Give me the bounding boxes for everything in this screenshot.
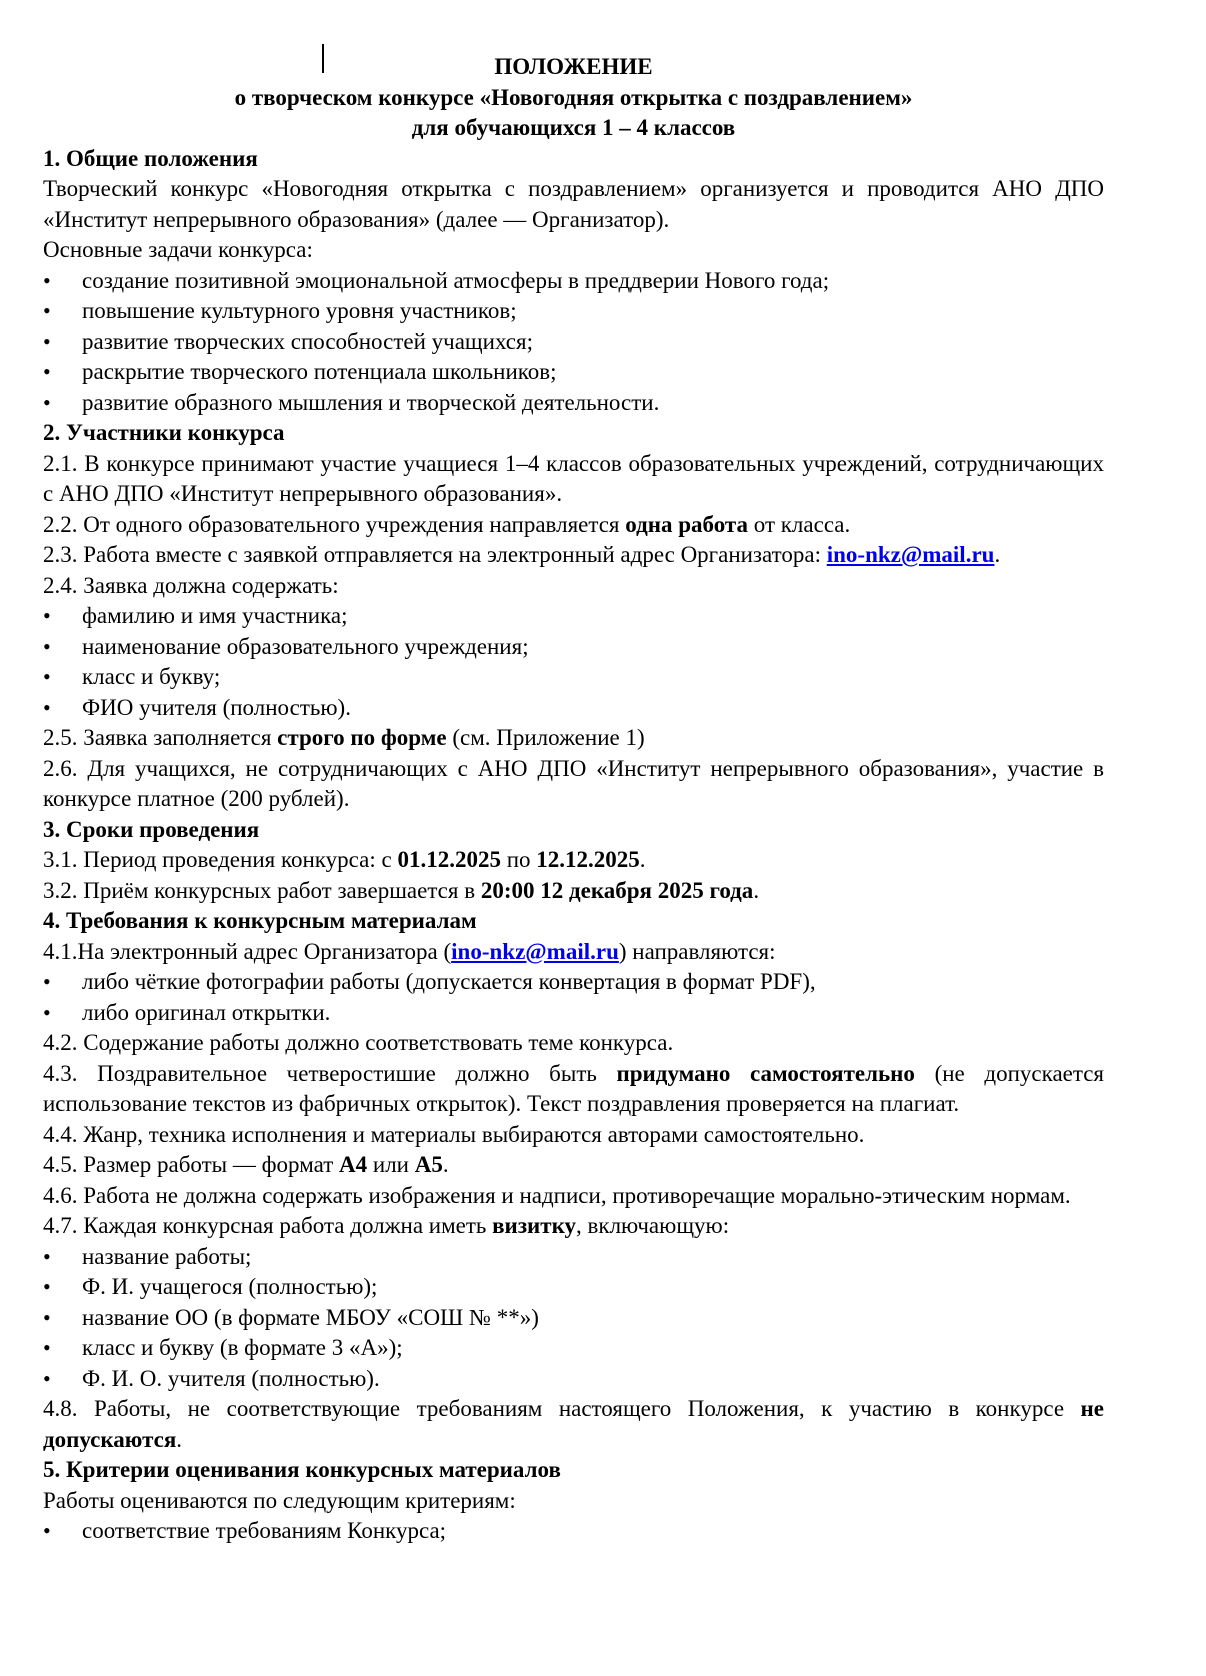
- list-item: • название ОО (в формате МБОУ «СОШ № **»): [43, 1303, 1104, 1334]
- list-item: • Ф. И. О. учителя (полностью).: [43, 1364, 1104, 1395]
- list-item: • либо чёткие фотографии работы (допускается конвертация в формат PDF),: [43, 967, 1104, 998]
- section-1-intro: Творческий конкурс «Новогодняя открытка с поздравлением» организуется и проводится АНО ДПО «Институт непрерывного образования» (далее — Организатор).: [43, 176, 1104, 232]
- section-3-heading: 3. Сроки проведения: [43, 816, 260, 842]
- section-5-heading: 5. Критерии оценивания конкурсных материалов: [43, 1457, 561, 1482]
- list-item: • соответствие требованиям Конкурса;: [43, 1516, 1104, 1547]
- list-item: • ФИО учителя (полностью).: [43, 693, 1104, 724]
- section-1-tasks-label: Основные задачи конкурса:: [43, 237, 313, 262]
- section-1-heading: 1. Общие положения: [43, 145, 258, 171]
- section-4-heading: 4. Требования к конкурсным материалам: [43, 908, 477, 933]
- list-item: • название работы;: [43, 1242, 1104, 1273]
- list-item: • фамилию и имя участника;: [43, 601, 1104, 632]
- clause-4-5: 4.5. Размер работы — формат А4 или А5.: [43, 1152, 449, 1177]
- clause-3-1: 3.1. Период проведения конкурса: с 01.12.2025 по 12.12.2025.: [43, 847, 646, 872]
- list-item: • класс и букву (в формате 3 «А»);: [43, 1333, 1104, 1364]
- clause-2-4: 2.4. Заявка должна содержать:: [43, 572, 339, 598]
- list-item: • Ф. И. учащегося (полностью);: [43, 1272, 1104, 1303]
- clause-2-2: 2.2. От одного образовательного учреждения направляется одна работа от класса.: [43, 511, 851, 537]
- clause-4-3: 4.3. Поздравительное четверостишие должно быть придумано самостоятельно (не допускается использование текстов из фабричных открыток). Текст поздравления проверяется на плагиат.: [43, 1060, 1104, 1116]
- section-2-heading: 2. Участники конкурса: [43, 420, 285, 445]
- clause-2-6: 2.6. Для учащихся, не сотрудничающих с АНО ДПО «Институт непрерывного образования», участие в конкурсе платное (200 рублей).: [43, 755, 1104, 811]
- clause-4-4: 4.4. Жанр, техника исполнения и материалы выбираются авторами самостоятельно.: [43, 1121, 865, 1147]
- document-page: [43, 52, 1104, 1547]
- list-item: • создание позитивной эмоциональной атмосферы в преддверии Нового года;: [43, 266, 1104, 297]
- clause-4-2: 4.2. Содержание работы должно соответствовать теме конкурса.: [43, 1030, 674, 1055]
- list-item: • раскрытие творческого потенциала школьников;: [43, 357, 1104, 388]
- clause-3-2: 3.2. Приём конкурсных работ завершается в 20:00 12 декабря 2025 года.: [43, 877, 760, 903]
- section-5-intro: Работы оцениваются по следующим критериям:: [43, 1487, 516, 1513]
- clause-2-1: 2.1. В конкурсе принимают участие учащиеся 1–4 классов образовательных учреждений, сотрудничающих с АНО ДПО «Институт непрерывного образования».: [43, 450, 1104, 506]
- list-item: • повышение культурного уровня участников;: [43, 296, 1104, 327]
- clause-4-7: 4.7. Каждая конкурсная работа должна иметь визитку, включающую:: [43, 1213, 730, 1238]
- email-link[interactable]: ino-nkz@mail.ru: [826, 542, 995, 567]
- clause-2-3: 2.3. Работа вместе с заявкой отправляется на электронный адрес Организатора: ino-nkz@mail.ru.: [43, 542, 1001, 567]
- clause-4-1: 4.1.На электронный адрес Организатора (ino-nkz@mail.ru) направляются:: [43, 938, 776, 964]
- clause-4-8: 4.8. Работы, не соответствующие требованиям настоящего Положения, к участию в конкурсе не допускаются.: [43, 1396, 1104, 1452]
- doc-audience: для обучающихся 1 – 4 классов: [411, 115, 736, 140]
- list-item: • развитие творческих способностей учащихся;: [43, 327, 1104, 358]
- list-item: • либо оригинал открытки.: [43, 998, 1104, 1029]
- email-link[interactable]: ino-nkz@mail.ru: [451, 938, 619, 964]
- clause-2-5: 2.5. Заявка заполняется строго по форме (см. Приложение 1): [43, 725, 645, 750]
- doc-subtitle: о творческом конкурсе «Новогодняя открытка с поздравлением»: [234, 84, 913, 110]
- list-item: • класс и букву;: [43, 662, 1104, 693]
- list-item: • развитие образного мышления и творческой деятельности.: [43, 388, 1104, 419]
- clause-4-6: 4.6. Работа не должна содержать изображения и надписи, противоречащие морально-этическим нормам.: [43, 1182, 1071, 1208]
- list-item: • наименование образовательного учреждения;: [43, 632, 1104, 663]
- doc-title: ПОЛОЖЕНИЕ: [494, 54, 653, 79]
